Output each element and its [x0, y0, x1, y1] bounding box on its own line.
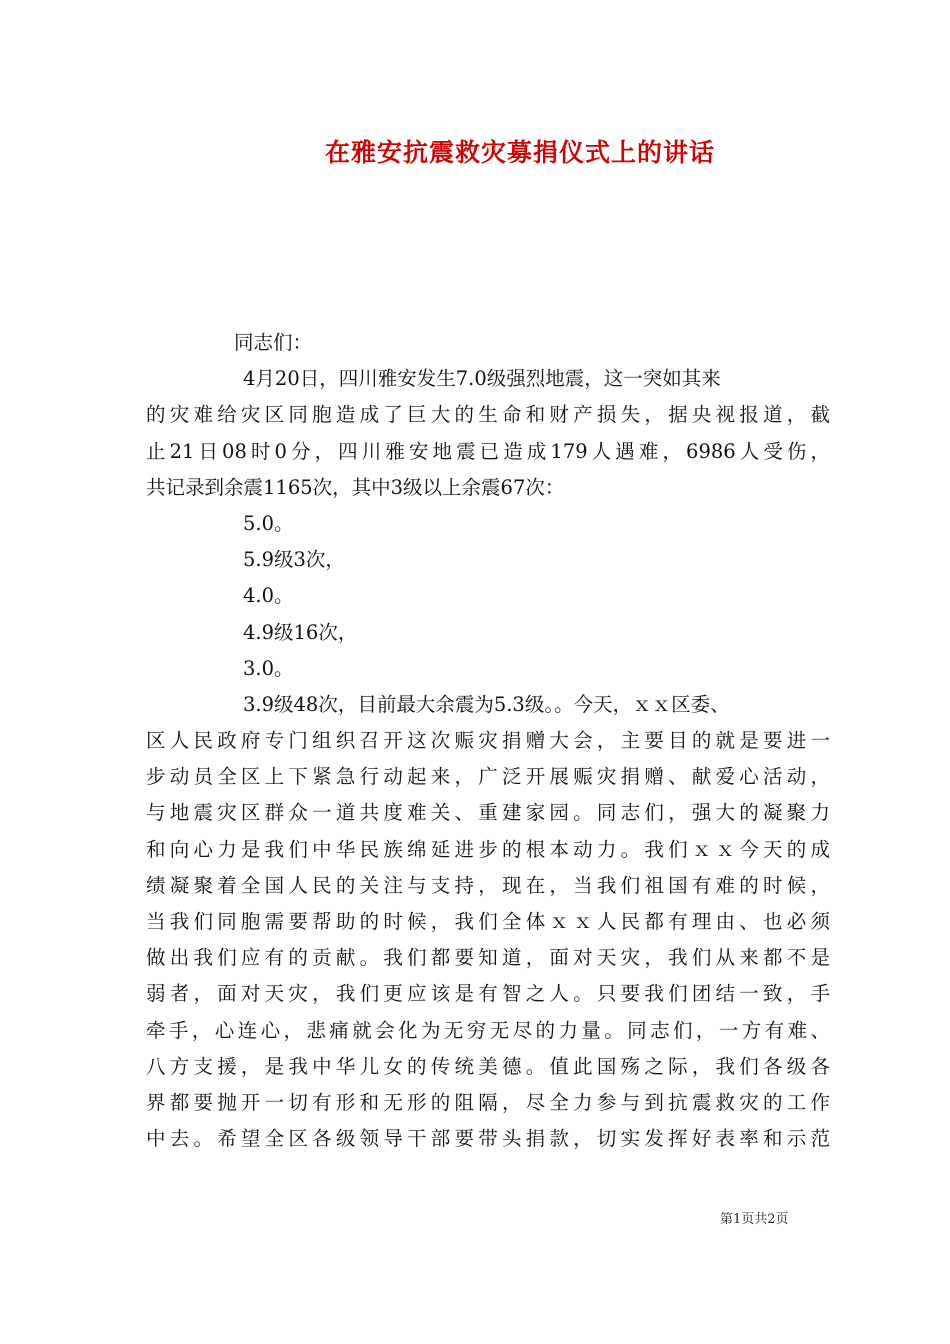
text-line: 4.0。 [243, 584, 294, 608]
text-line: 3.9级48次，目前最大余震为5.3级。。今天，ｘｘ区委、 [243, 692, 730, 716]
text-line: 绩凝聚着全国人民的关注与支持，现在，当我们祖国有难的时候， [146, 873, 830, 897]
document-body [146, 325, 830, 1157]
page-title: 在雅安抗震救灾募捐仪式上的讲话 [324, 138, 715, 167]
page-number-footer: 第1页共2页 [720, 1212, 789, 1227]
text-line: 5.0。 [243, 511, 294, 535]
text-line: 5.9级3次， [243, 548, 345, 572]
text-line: 的灾难给灾区同胞造成了巨大的生命和财产损失，据央视报道，截 [146, 403, 830, 427]
text-line: 牵手，心连心，悲痛就会化为无穷无尽的力量。同志们，一方有难、 [146, 1018, 830, 1042]
paragraph-lines [146, 361, 830, 1157]
text-line: 界都要抛开一切有形和无形的阻隔，尽全力参与到抗震救灾的工作 [146, 1090, 830, 1114]
text-line: 做出我们应有的贡献。我们都要知道，面对天灾，我们从来都不是 [146, 946, 830, 970]
text-line: 弱者，面对天灾，我们更应该是有智之人。只要我们团结一致，手 [146, 982, 830, 1006]
text-line: 步动员全区上下紧急行动起来，广泛开展赈灾捐赠、献爱心活动， [146, 765, 830, 789]
text-line: 与地震灾区群众一道共度难关、重建家园。同志们，强大的凝聚力 [146, 801, 830, 825]
text-line: 八方支援，是我中华儿女的传统美德。值此国殇之际，我们各级各 [146, 1054, 830, 1078]
salutation: 同志们： [234, 331, 313, 354]
text-line: 当我们同胞需要帮助的时候，我们全体ｘｘ人民都有理由、也必须 [146, 910, 830, 933]
text-line: 和向心力是我们中华民族绵延进步的根本动力。我们ｘｘ今天的成 [146, 837, 830, 861]
text-line: 共记录到余震1165次，其中3级以上余震67次： [146, 475, 565, 499]
text-line: 4月20日，四川雅安发生7.0级强烈地震，这一突如其来 [243, 367, 721, 391]
text-line: 3.0。 [243, 656, 294, 680]
text-line: 区人民政府专门组织召开这次赈灾捐赠大会，主要目的就是要进一 [146, 729, 830, 753]
text-line: 中去。希望全区各级领导干部要带头捐款，切实发挥好表率和示范 [146, 1127, 830, 1151]
text-line: 止21日08时0分，四川雅安地震已造成179人遇难，6986人受伤， [146, 439, 830, 463]
text-line: 4.9级16次， [243, 620, 358, 644]
